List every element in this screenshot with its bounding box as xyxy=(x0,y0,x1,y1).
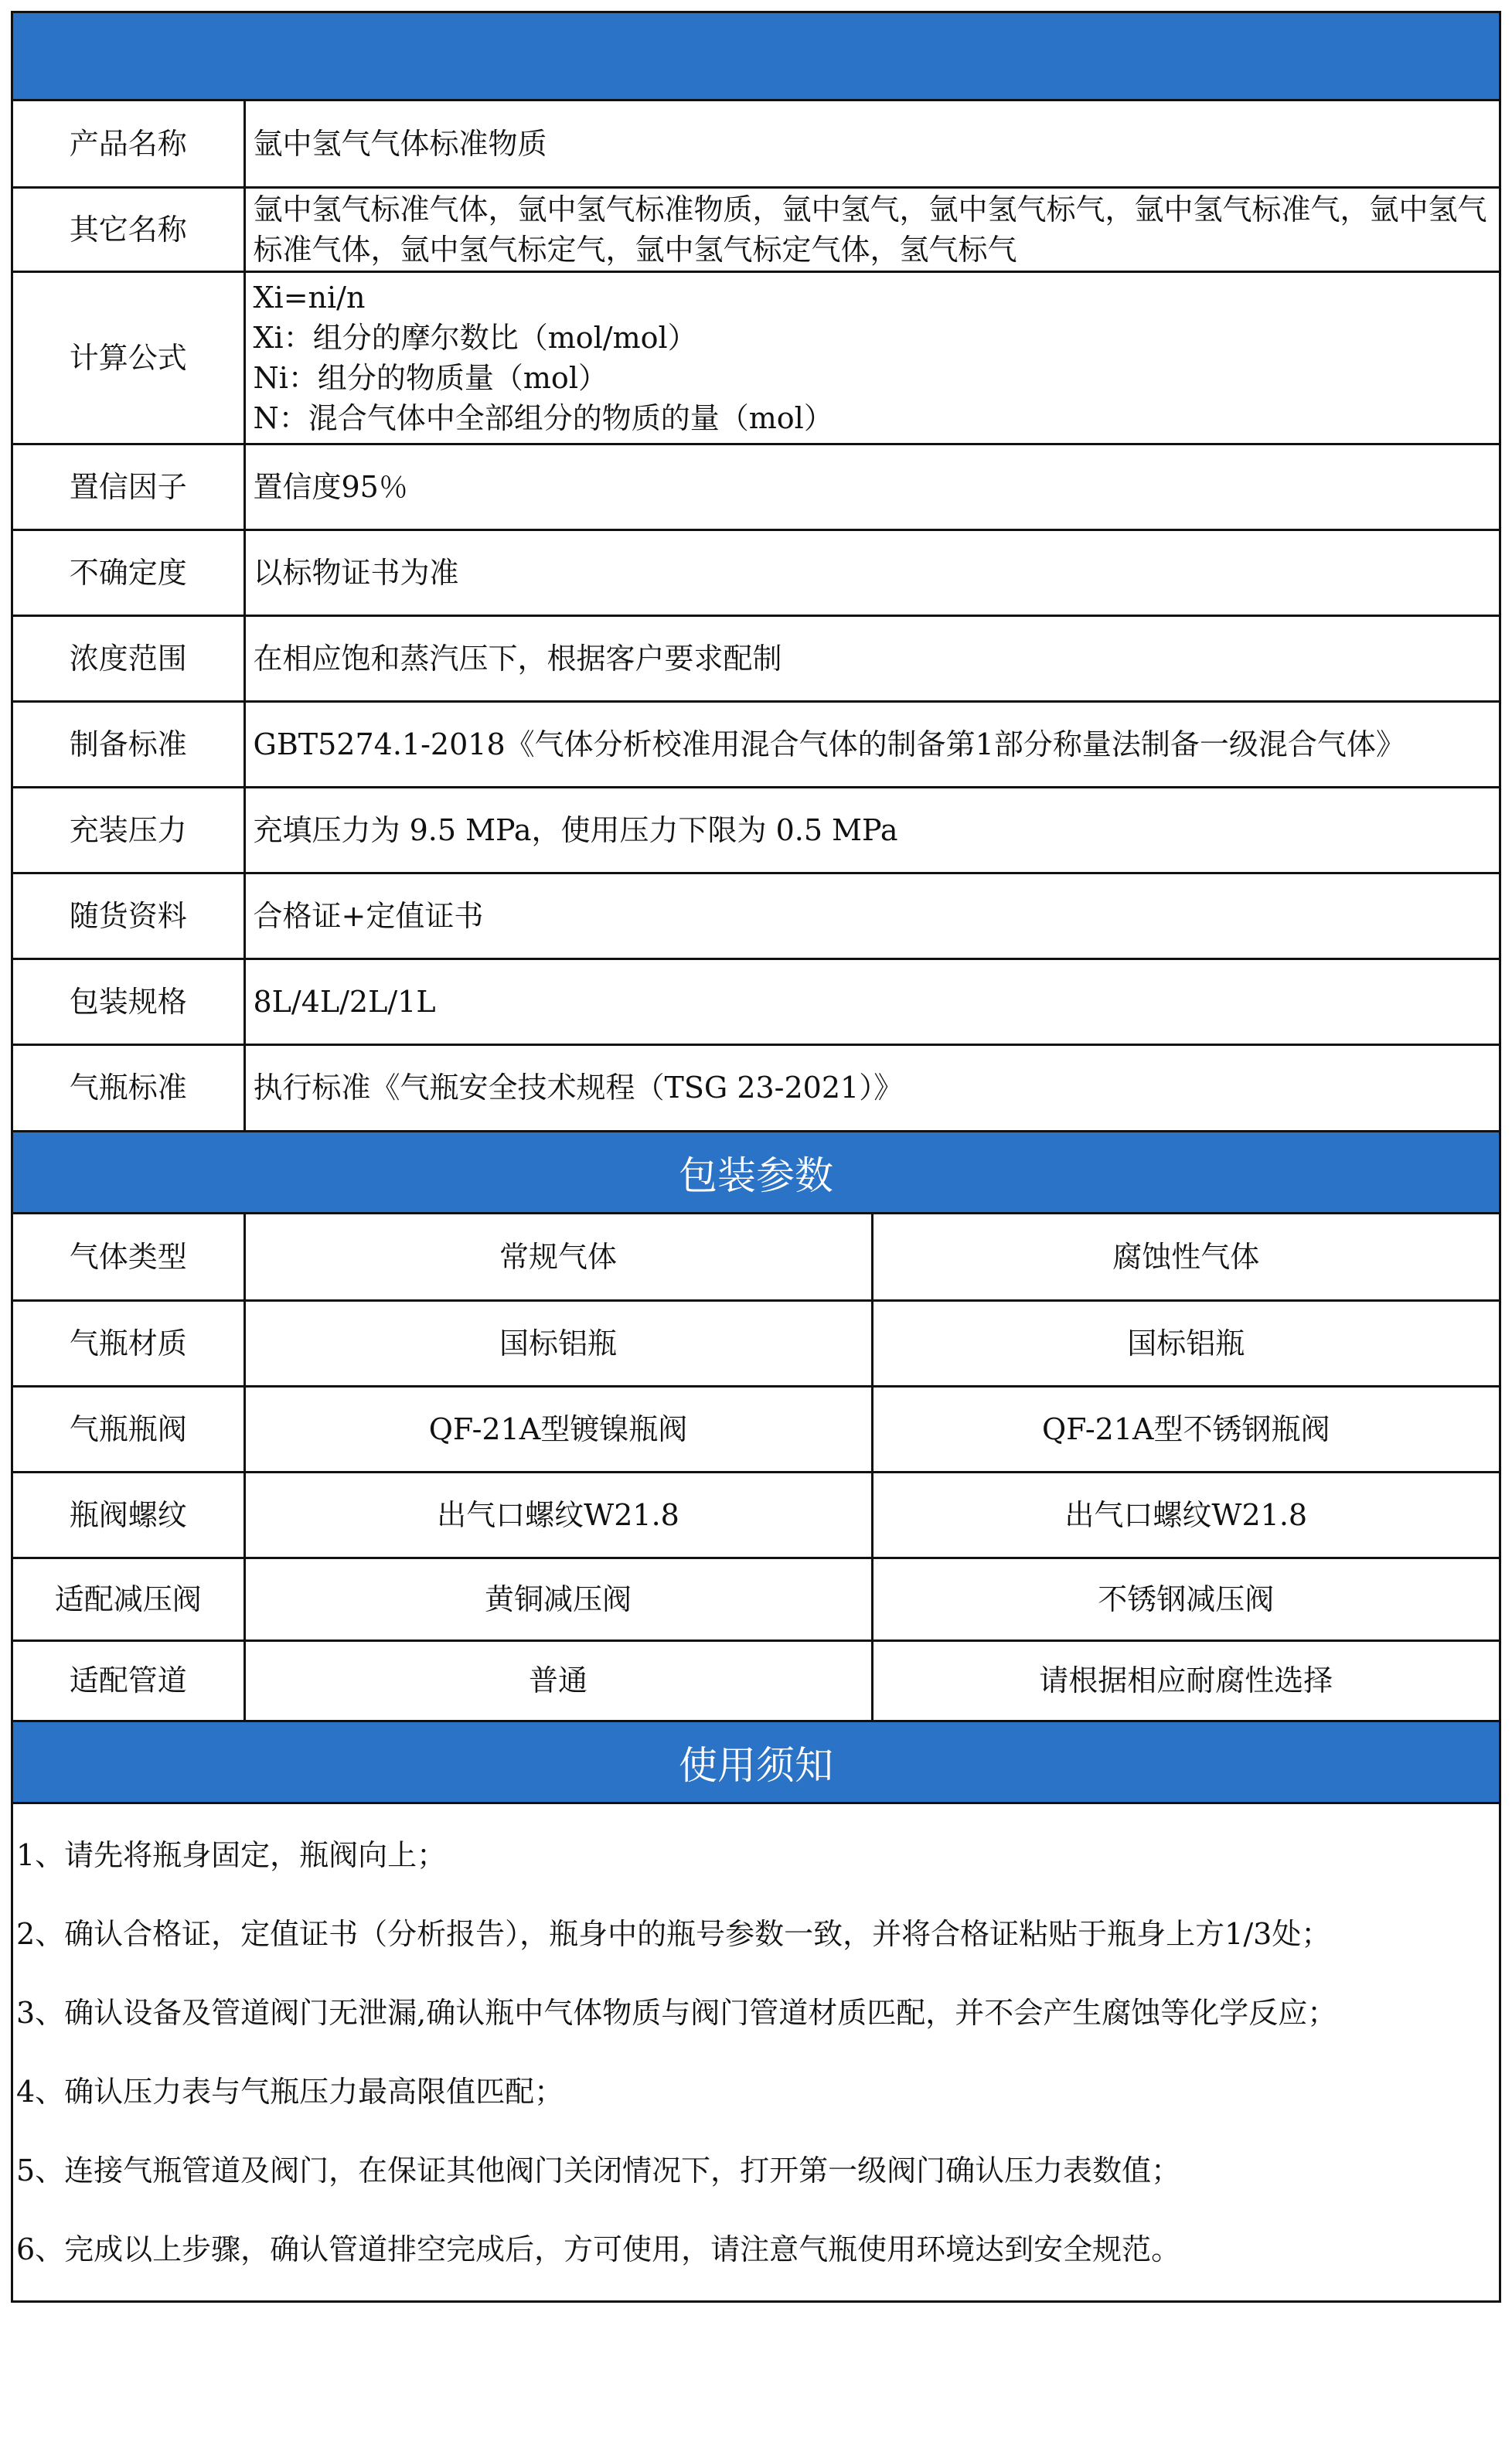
packaging-value-regular: 出气口螺纹W21.8 xyxy=(244,1472,872,1558)
usage-note: 4、确认压力表与气瓶压力最高限值匹配； xyxy=(16,2075,564,2109)
packaging-row xyxy=(13,1472,1499,1558)
info-row-prep-standard xyxy=(13,701,1499,787)
info-label: 随货资料 xyxy=(13,873,244,959)
info-value: 8L/4L/2L/1L xyxy=(244,959,1499,1044)
info-row-fill-pressure xyxy=(13,787,1499,873)
info-row-other-names xyxy=(13,187,1499,271)
info-row-uncertainty xyxy=(13,529,1499,615)
packaging-value-corrosive: 腐蚀性气体 xyxy=(872,1214,1499,1300)
packaging-label: 适配减压阀 xyxy=(13,1558,244,1640)
packaging-value-regular: 普通 xyxy=(244,1640,872,1720)
packaging-table xyxy=(13,1214,1499,1720)
info-value: 氩中氢气标准气体，氩中氢气标准物质，氩中氢气，氩中氢气标气，氩中氢气标准气，氩中氢气标准气体，氩中氢气标定气，氩中氢气标定气体，氢气标气 xyxy=(244,187,1499,271)
info-value: GBT5274.1-2018《气体分析校准用混合气体的制备第1部分称量法制备一级混合气体》 xyxy=(244,701,1499,787)
packaging-value-corrosive: 国标铝瓶 xyxy=(872,1300,1499,1386)
formula-line: Xi：组分的摩尔数比（mol/mol） xyxy=(253,320,697,355)
packaging-value-corrosive: 请根据相应耐腐性选择 xyxy=(872,1640,1499,1720)
packaging-value-regular: 常规气体 xyxy=(244,1214,872,1300)
info-row-package-spec xyxy=(13,959,1499,1044)
packaging-label: 气瓶材质 xyxy=(13,1300,244,1386)
info-value: 执行标准《气瓶安全技术规程（TSG 23-2021）》 xyxy=(244,1044,1499,1130)
usage-notes xyxy=(13,1804,1499,2300)
spec-sheet xyxy=(11,11,1501,2303)
info-label: 包装规格 xyxy=(13,959,244,1044)
info-label: 制备标准 xyxy=(13,701,244,787)
header-band xyxy=(13,13,1499,101)
packaging-label: 气体类型 xyxy=(13,1214,244,1300)
info-label: 置信因子 xyxy=(13,444,244,529)
packaging-row xyxy=(13,1214,1499,1300)
info-value: 在相应饱和蒸汽压下，根据客户要求配制 xyxy=(244,615,1499,701)
info-label: 产品名称 xyxy=(13,101,244,187)
info-row-documents xyxy=(13,873,1499,959)
info-label: 其它名称 xyxy=(13,187,244,271)
packaging-label: 瓶阀螺纹 xyxy=(13,1472,244,1558)
usage-note: 3、确认设备及管道阀门无泄漏,确认瓶中气体物质与阀门管道材质匹配，并不会产生腐蚀等化学反应； xyxy=(16,1996,1337,2030)
info-value: 氩中氢气气体标准物质 xyxy=(244,101,1499,187)
usage-title: 使用须知 xyxy=(679,1742,833,1788)
formula-line: N：混合气体中全部组分的物质的量（mol） xyxy=(253,400,833,435)
info-row-confidence xyxy=(13,444,1499,529)
info-row-formula xyxy=(13,271,1499,444)
info-row-product-name xyxy=(13,101,1499,187)
info-value: 合格证+定值证书 xyxy=(244,873,1499,959)
packaging-label: 适配管道 xyxy=(13,1640,244,1720)
packaging-value-corrosive: 不锈钢减压阀 xyxy=(872,1558,1499,1640)
usage-note: 2、确认合格证，定值证书（分析报告），瓶身中的瓶号参数一致，并将合格证粘贴于瓶身上方1/3处； xyxy=(16,1917,1331,1951)
usage-band xyxy=(13,1720,1499,1804)
packaging-title: 包装参数 xyxy=(679,1153,833,1198)
product-info-table xyxy=(13,101,1499,1130)
info-label: 计算公式 xyxy=(13,271,244,444)
info-value: 置信度95％ xyxy=(244,444,1499,529)
usage-note: 6、完成以上步骤，确认管道排空完成后，方可使用，请注意气瓶使用环境达到安全规范。 xyxy=(16,2232,1181,2266)
info-label: 浓度范围 xyxy=(13,615,244,701)
formula-line: Ni：组分的物质量（mol） xyxy=(253,360,608,395)
info-value: 以标物证书为准 xyxy=(244,529,1499,615)
packaging-value-regular: 黄铜减压阀 xyxy=(244,1558,872,1640)
packaging-value-regular: QF-21A型镀镍瓶阀 xyxy=(244,1386,872,1472)
info-label: 不确定度 xyxy=(13,529,244,615)
info-label: 充装压力 xyxy=(13,787,244,873)
packaging-value-corrosive: 出气口螺纹W21.8 xyxy=(872,1472,1499,1558)
packaging-row xyxy=(13,1386,1499,1472)
info-value: 充填压力为 9.5 MPa，使用压力下限为 0.5 MPa xyxy=(244,787,1499,873)
packaging-value-regular: 国标铝瓶 xyxy=(244,1300,872,1386)
packaging-band xyxy=(13,1130,1499,1214)
info-row-cylinder-standard xyxy=(13,1044,1499,1130)
packaging-row xyxy=(13,1300,1499,1386)
usage-note: 5、连接气瓶管道及阀门，在保证其他阀门关闭情况下，打开第一级阀门确认压力表数值； xyxy=(16,2154,1181,2188)
packaging-value-corrosive: QF-21A型不锈钢瓶阀 xyxy=(872,1386,1499,1472)
info-label: 气瓶标准 xyxy=(13,1044,244,1130)
packaging-row xyxy=(13,1640,1499,1720)
packaging-label: 气瓶瓶阀 xyxy=(13,1386,244,1472)
packaging-row xyxy=(13,1558,1499,1640)
formula-line: Xi=ni/n xyxy=(253,280,366,315)
info-row-concentration xyxy=(13,615,1499,701)
formula-block xyxy=(244,271,1499,444)
usage-note: 1、请先将瓶身固定，瓶阀向上； xyxy=(16,1838,447,1872)
